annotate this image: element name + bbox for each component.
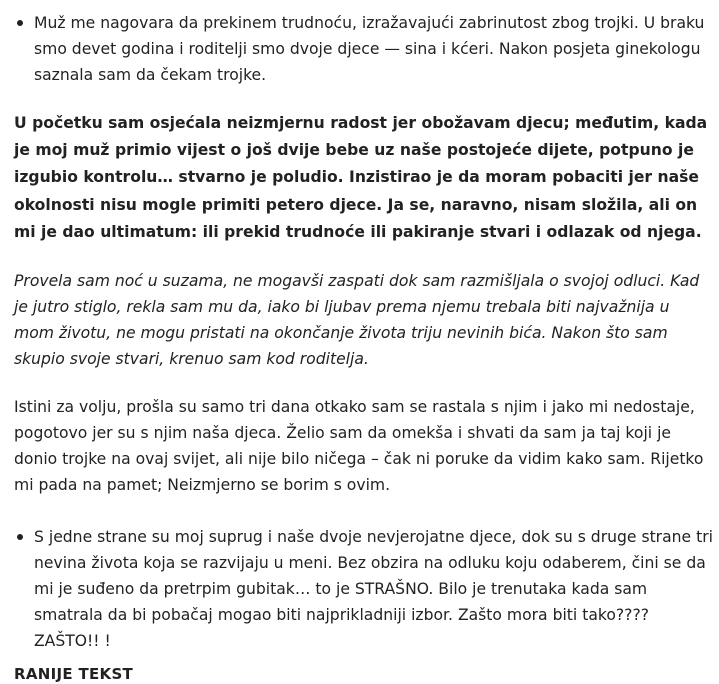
bullet-list <box>14 524 714 654</box>
article-body <box>14 0 714 654</box>
bold-paragraph: U početku sam osjećala neizmjernu radost jer obožavam djecu; međutim, kada je moj muž primio vijest o još dvije bebe uz naše postojeće dijete, potpuno je izgubio kontrolu… stvarno je poludio. Inzistirao je da moram pobaciti jer naše okolnosti nisu mogle primiti petero djece. Ja se, naravno, nisam složila, ali on mi je dao ultimatum: ili prekid trudnoće ili pakiranje stvari i odlazak od njega. <box>14 114 708 241</box>
bullet-dot-icon <box>17 534 23 540</box>
bullet-text: Muž me nagovara da prekinem trudnoću, izražavajući zabrinutost zbog trojki. U braku smo devet godina i roditelji smo dvoje djece — sina i kćeri. Nakon posjeta ginekologu saznala sam da čekam trojke. <box>34 14 705 84</box>
plain-paragraph: Istini za volju, prošla su samo tri dana otkako sam se rastala s njim i jako mi nedostaje, pogotovo jer su s njim naša djeca. Želio sam da omekša i shvati da sam ja taj koji je donio trojke na ovaj svijet, ali nije bilo ničega – čak ni poruke da vidim kako sam. Rijetko mi pada na pamet; Neizmjerno se borim s ovim. <box>14 398 704 495</box>
list-item <box>14 10 714 88</box>
list-item <box>14 524 714 654</box>
bullet-list <box>14 10 714 88</box>
bullet-text: S jedne strane su moj suprug i naše dvoje nevjerojatne djece, dok su s druge strane tri nevina života koja se razvijaju u meni. Bez obzira na odluku koju odaberem, čini se da mi je suđeno da pretrpim gubitak… to je STRAŠNO. Bilo je trenutaka kada sam smatrala da bi pobačaj mogao biti najprikladniji izbor. Zašto mora biti tako???? ZAŠTO!! ! <box>34 528 713 651</box>
italic-paragraph: Provela sam noć u suzama, ne mogavši zaspati dok sam razmišljala o svojoj odluci. Kad je jutro stiglo, rekla sam mu da, iako bi ljubav prema njemu trebala biti najvažnija u mom životu, ne mogu pristati na okončanje života triju nevinih bića. Nakon što sam skupio svoje stvari, krenuo sam kod roditelja. <box>14 272 700 369</box>
bullet-dot-icon <box>17 20 23 26</box>
next-section-heading: RANIJE TEKST <box>14 665 134 683</box>
